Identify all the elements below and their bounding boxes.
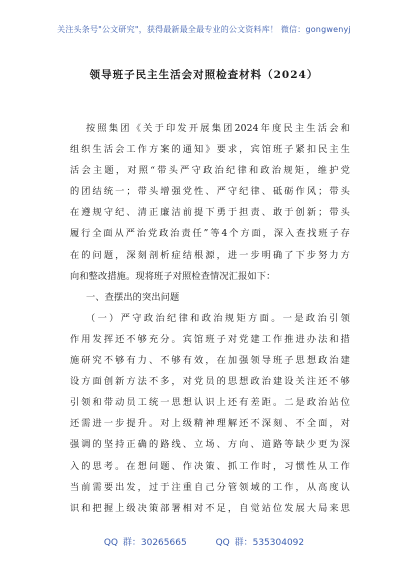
body-line: 入的思考。在想问题、作决策、抓工作时，习惯性从工作 xyxy=(70,460,350,472)
body-line: 作用发挥还不够充分。宾馆班子对党建工作推进办法和措 xyxy=(70,333,350,345)
qq-group-2: QQ 群：535304092 xyxy=(215,538,305,548)
document-body xyxy=(70,118,350,519)
body-line: 履行全面从严治党政治责任”等4个方面，深入查找班子存 xyxy=(70,228,350,240)
body-line: 当前需要出发，过于注重自己分管领域的工作，从高度认 xyxy=(70,481,350,493)
body-line: 按照集团《关于印发开展集团2024年度民主生活会和 xyxy=(86,123,350,134)
body-line: 引领和带动员工统一思想认识上还有差距。二是政治站位 xyxy=(70,397,350,409)
body-line: （一）严守政治纪律和政治规矩方面。一是政治引领 xyxy=(86,312,350,324)
body-line: 的团结统一；带头增强党性、严守纪律、砥砺作风；带头 xyxy=(70,186,350,198)
header-note: 关注头条号"公文研究"，获得最新最全最专业的公文资料库！ 微信：gongwenyj xyxy=(57,25,351,34)
body-line: 向和整改措施。现将班子对照检查情况汇报如下： xyxy=(70,270,276,282)
document-title: 领导班子民主生活会对照检查材料（2024） xyxy=(89,69,319,81)
body-line: 还需进一步提升。对上级精神理解还不深刻、不全面，对 xyxy=(70,418,350,430)
body-line: 施研究不够有力、不够有效，在加强领导班子思想政治建 xyxy=(70,355,350,367)
footer-contact xyxy=(0,535,408,548)
qq-group-1: QQ 群：30265665 xyxy=(103,538,187,548)
body-line: 组织生活会工作方案的通知》要求，宾馆班子紧扣民主生 xyxy=(70,144,350,156)
body-line: 在遵规守纪、清正廉洁前提下勇于担责、敢于创新；带头 xyxy=(70,207,350,219)
body-line: 设方面创新方法不多，对党员的思想政治建设关注还不够 xyxy=(70,376,350,388)
body-line: 活会主题，对照“带头严守政治纪律和政治规矩，维护党 xyxy=(70,165,350,177)
body-line: 在的问题，深刻剖析症结根源，进一步明确了下步努力方 xyxy=(70,249,350,261)
section-heading: 一、查摆出的突出问题 xyxy=(86,291,180,303)
body-line: 识和把握上级决策部署相对不足，自觉站位发展大局来思 xyxy=(70,502,350,514)
body-line: 强调的坚持正确的路线、立场、方向、道路等缺少更为深 xyxy=(70,439,350,451)
